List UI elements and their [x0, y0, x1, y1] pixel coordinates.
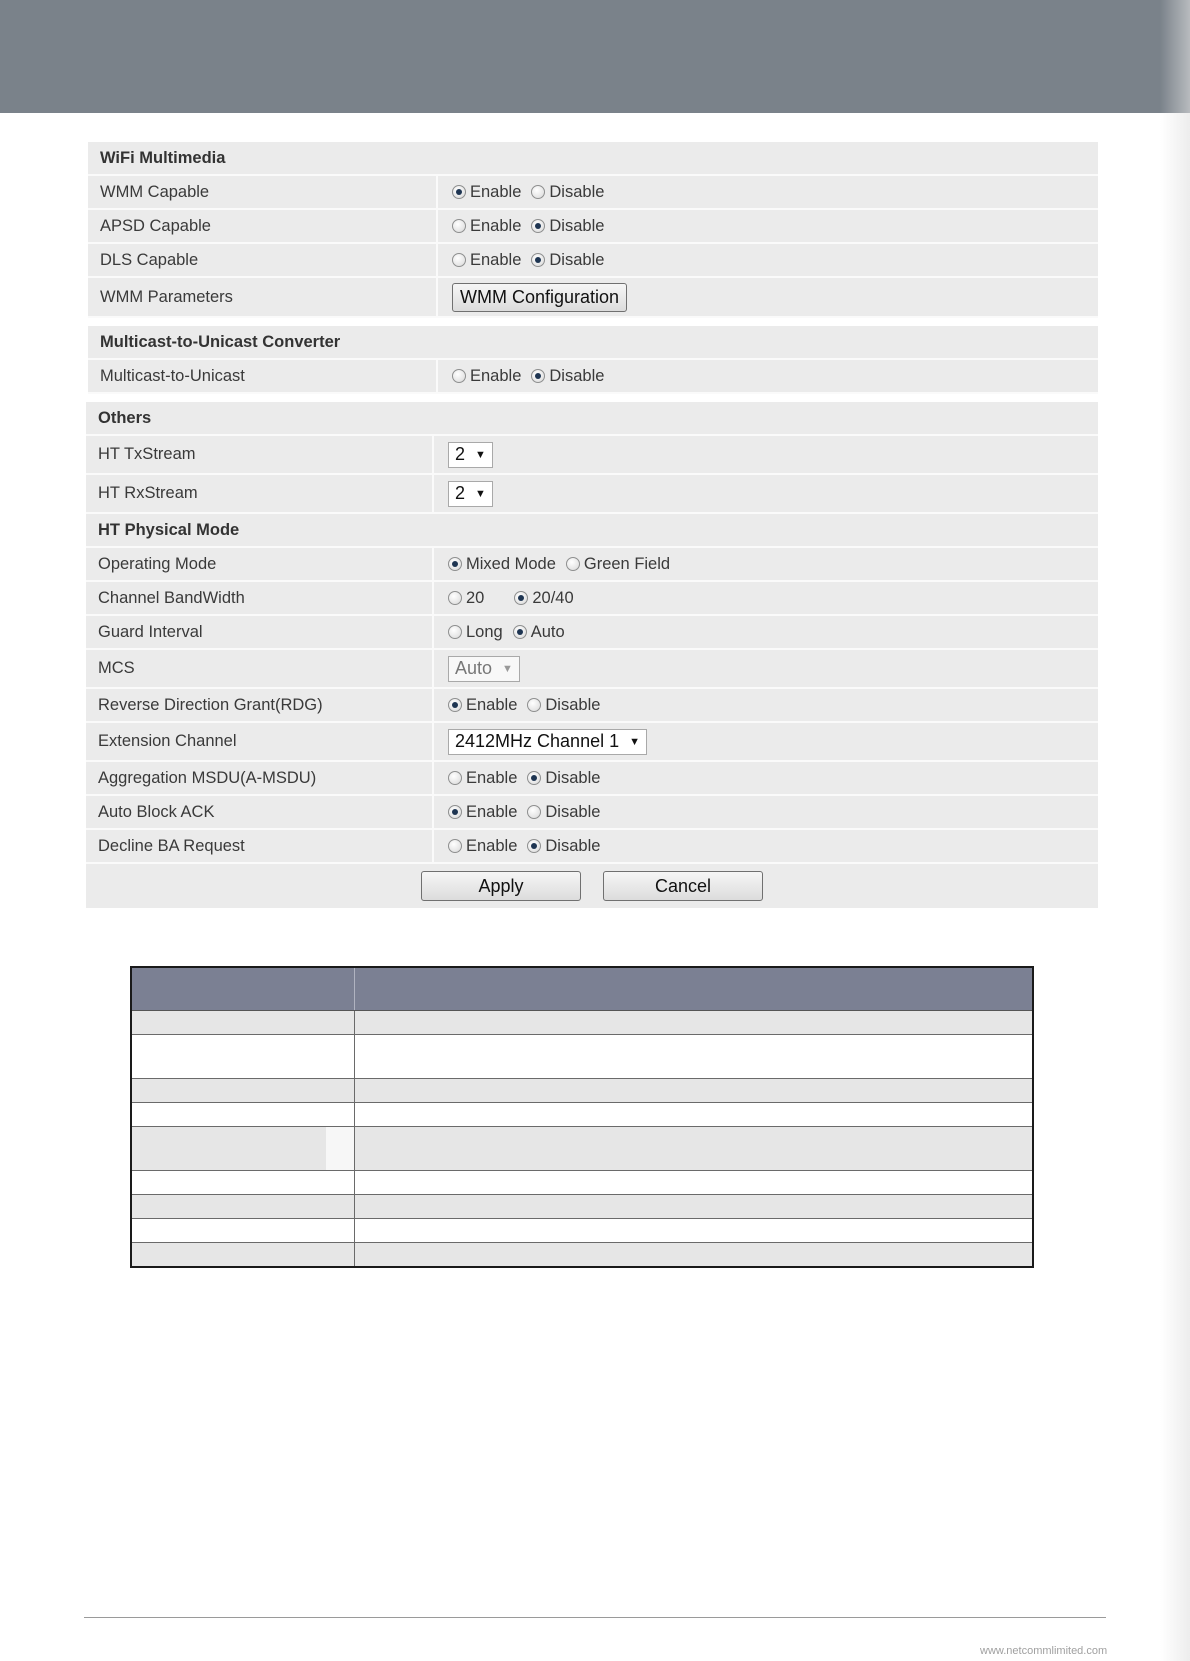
- field-label: HT RxStream: [86, 475, 434, 512]
- table-row: [132, 1243, 1032, 1266]
- field-label: HT TxStream: [86, 436, 434, 473]
- radio-unselected-icon[interactable]: [448, 591, 462, 605]
- chevron-down-icon: ▼: [629, 735, 640, 748]
- field-label: Aggregation MSDU(A-MSDU): [86, 762, 434, 794]
- wmm-configuration-button[interactable]: WMM Configuration: [452, 283, 627, 312]
- field-label: Extension Channel: [86, 723, 434, 760]
- operating-mode-greenfield-option[interactable]: Green Field: [566, 555, 670, 574]
- radio-unselected-icon[interactable]: [452, 219, 466, 233]
- apsd-capable-enable-option[interactable]: Enable: [452, 217, 521, 236]
- mcs-select[interactable]: Auto ▼: [448, 656, 520, 682]
- wmm-capable-disable-option[interactable]: Disable: [531, 183, 604, 202]
- row-dls-capable: [88, 244, 1098, 278]
- row-ht-txstream: [86, 436, 1098, 475]
- row-ht-rxstream: [86, 475, 1098, 514]
- table-row: [132, 1103, 1032, 1127]
- row-operating-mode: [86, 548, 1098, 582]
- amsdu-enable-option[interactable]: Enable: [448, 769, 517, 788]
- field-label: DLS Capable: [88, 244, 438, 276]
- section-title: Multicast-to-Unicast Converter: [88, 326, 1098, 360]
- table-row: [132, 1011, 1032, 1035]
- footer-url: www.netcommlimited.com: [980, 1645, 1108, 1657]
- field-label: Guard Interval: [86, 616, 434, 648]
- field-label: MCS: [86, 650, 434, 687]
- top-banner: [0, 0, 1190, 113]
- dls-capable-disable-option[interactable]: Disable: [531, 251, 604, 270]
- radio-selected-icon[interactable]: [527, 771, 541, 785]
- decline-ba-enable-option[interactable]: Enable: [448, 837, 517, 856]
- table-row: [132, 1219, 1032, 1243]
- bandwidth-20-40-option[interactable]: 20/40: [514, 589, 573, 608]
- field-label: Operating Mode: [86, 548, 434, 580]
- field-label: Channel BandWidth: [86, 582, 434, 614]
- radio-selected-icon[interactable]: [514, 591, 528, 605]
- radio-unselected-icon[interactable]: [452, 253, 466, 267]
- row-channel-bandwidth: [86, 582, 1098, 616]
- ht-rxstream-select[interactable]: 2 ▼: [448, 481, 493, 507]
- field-label: WMM Capable: [88, 176, 438, 208]
- table-header: [132, 968, 1032, 1011]
- radio-unselected-icon[interactable]: [531, 185, 545, 199]
- radio-selected-icon[interactable]: [527, 839, 541, 853]
- ht-txstream-select[interactable]: 2 ▼: [448, 442, 493, 468]
- footer-divider: [84, 1617, 1106, 1618]
- settings-description-table: [130, 966, 1034, 1268]
- multicast-enable-option[interactable]: Enable: [452, 367, 521, 386]
- row-multicast-to-unicast: [88, 360, 1098, 394]
- radio-unselected-icon[interactable]: [448, 771, 462, 785]
- radio-selected-icon[interactable]: [452, 185, 466, 199]
- field-label: Decline BA Request: [86, 830, 434, 862]
- table-row: [132, 1195, 1032, 1219]
- row-auto-block-ack: [86, 796, 1098, 830]
- radio-unselected-icon[interactable]: [448, 839, 462, 853]
- row-wmm-parameters: [88, 278, 1098, 318]
- multicast-disable-option[interactable]: Disable: [531, 367, 604, 386]
- radio-unselected-icon[interactable]: [566, 557, 580, 571]
- radio-unselected-icon[interactable]: [452, 369, 466, 383]
- cancel-button[interactable]: Cancel: [603, 871, 763, 901]
- section-title: WiFi Multimedia: [88, 142, 1098, 176]
- form-actions: [86, 864, 1098, 908]
- radio-selected-icon[interactable]: [513, 625, 527, 639]
- table-row: [132, 1127, 1032, 1171]
- dls-capable-enable-option[interactable]: Enable: [452, 251, 521, 270]
- row-apsd-capable: [88, 210, 1098, 244]
- field-label: Reverse Direction Grant(RDG): [86, 689, 434, 721]
- row-extension-channel: [86, 723, 1098, 762]
- operating-mode-mixed-option[interactable]: Mixed Mode: [448, 555, 556, 574]
- radio-unselected-icon[interactable]: [527, 805, 541, 819]
- chevron-down-icon: ▼: [475, 448, 486, 461]
- section-title-ht-physical-mode: HT Physical Mode: [86, 514, 1098, 548]
- apply-button[interactable]: Apply: [421, 871, 581, 901]
- field-label: Auto Block ACK: [86, 796, 434, 828]
- row-rdg: [86, 689, 1098, 723]
- apsd-capable-disable-option[interactable]: Disable: [531, 217, 604, 236]
- row-decline-ba-request: [86, 830, 1098, 864]
- radio-selected-icon[interactable]: [448, 805, 462, 819]
- amsdu-disable-option[interactable]: Disable: [527, 769, 600, 788]
- auto-block-ack-enable-option[interactable]: Enable: [448, 803, 517, 822]
- row-mcs: [86, 650, 1098, 689]
- radio-selected-icon[interactable]: [448, 557, 462, 571]
- field-label: WMM Parameters: [88, 278, 438, 316]
- radio-selected-icon[interactable]: [531, 369, 545, 383]
- rdg-disable-option[interactable]: Disable: [527, 696, 600, 715]
- radio-selected-icon[interactable]: [531, 253, 545, 267]
- section-multicast-to-unicast: [88, 326, 1098, 394]
- radio-unselected-icon[interactable]: [448, 625, 462, 639]
- section-wifi-multimedia: [88, 142, 1098, 318]
- decline-ba-disable-option[interactable]: Disable: [527, 837, 600, 856]
- table-row: [132, 1035, 1032, 1079]
- bandwidth-20-option[interactable]: 20: [448, 589, 484, 608]
- wireless-advanced-settings-form: [88, 142, 1098, 916]
- table-row: [132, 1079, 1032, 1103]
- row-amsdu: [86, 762, 1098, 796]
- section-others: [86, 402, 1098, 908]
- guard-interval-auto-option[interactable]: Auto: [513, 623, 565, 642]
- radio-selected-icon[interactable]: [448, 698, 462, 712]
- field-label: Multicast-to-Unicast: [88, 360, 438, 392]
- table-row: [132, 1171, 1032, 1195]
- rdg-enable-option[interactable]: Enable: [448, 696, 517, 715]
- radio-selected-icon[interactable]: [531, 219, 545, 233]
- wmm-capable-enable-option[interactable]: Enable: [452, 183, 521, 202]
- field-label: APSD Capable: [88, 210, 438, 242]
- page-edge-shade: [1160, 0, 1190, 1661]
- row-wmm-capable: [88, 176, 1098, 210]
- radio-unselected-icon[interactable]: [527, 698, 541, 712]
- extension-channel-select[interactable]: 2412MHz Channel 1 ▼: [448, 729, 647, 755]
- chevron-down-icon: ▼: [475, 487, 486, 500]
- table-header-cell: [132, 968, 355, 1010]
- auto-block-ack-disable-option[interactable]: Disable: [527, 803, 600, 822]
- guard-interval-long-option[interactable]: Long: [448, 623, 503, 642]
- chevron-down-icon: ▼: [502, 662, 513, 675]
- row-guard-interval: [86, 616, 1098, 650]
- section-title: Others: [86, 402, 1098, 436]
